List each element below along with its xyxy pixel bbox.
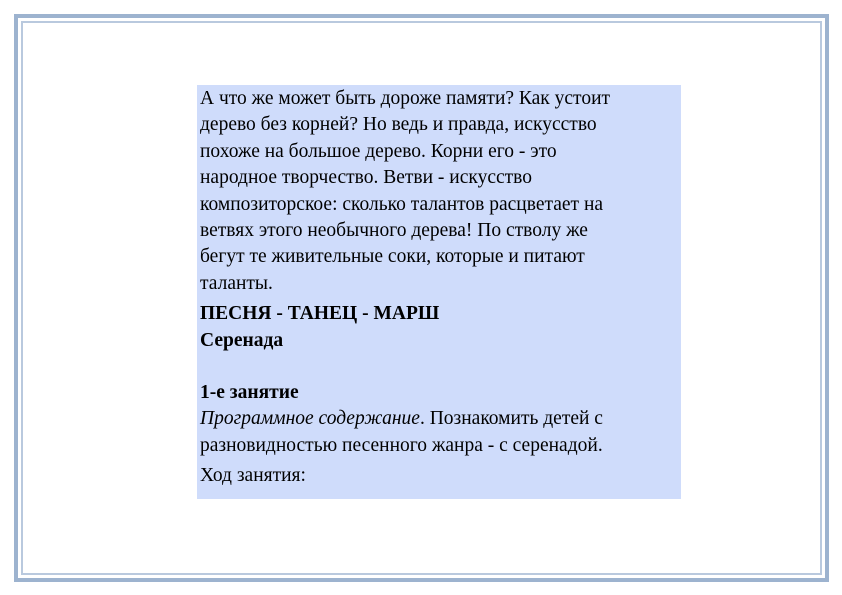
subsection-title: Серенада — [200, 329, 284, 351]
paragraph-line: А что же может быть дороже памяти? Как устоит — [200, 88, 611, 109]
paragraph-line: ветвях этого необычного дерева! По стволу же — [200, 220, 588, 242]
paragraph-line: дерево без корней? Но ведь и правда, искусство — [200, 114, 597, 136]
program-line: разновидностью песенного жанра - с серенадой. — [200, 434, 603, 456]
paragraph-line: композиторское: сколько талантов расцветает на — [200, 193, 604, 215]
lesson-progress: Ход занятия: — [200, 465, 306, 487]
paragraph-line: народное творчество. Ветви - искусство — [200, 167, 532, 189]
paragraph-line: похоже на большое дерево. Корни его - это — [200, 140, 557, 162]
section-title: ПЕСНЯ - ТАНЕЦ - МАРШ — [200, 303, 440, 325]
text-block — [197, 85, 681, 499]
paragraph-line: бегут те живительные соки, которые и питают — [200, 246, 585, 268]
program-line — [200, 406, 678, 432]
program-label: Программное содержание — [200, 408, 420, 430]
lesson-title: 1-е занятие — [200, 382, 299, 404]
program-text: . Познакомить детей с — [419, 408, 603, 430]
intro-paragraph — [200, 86, 678, 297]
program-content — [200, 406, 678, 459]
paragraph-line: таланты. — [200, 272, 273, 294]
